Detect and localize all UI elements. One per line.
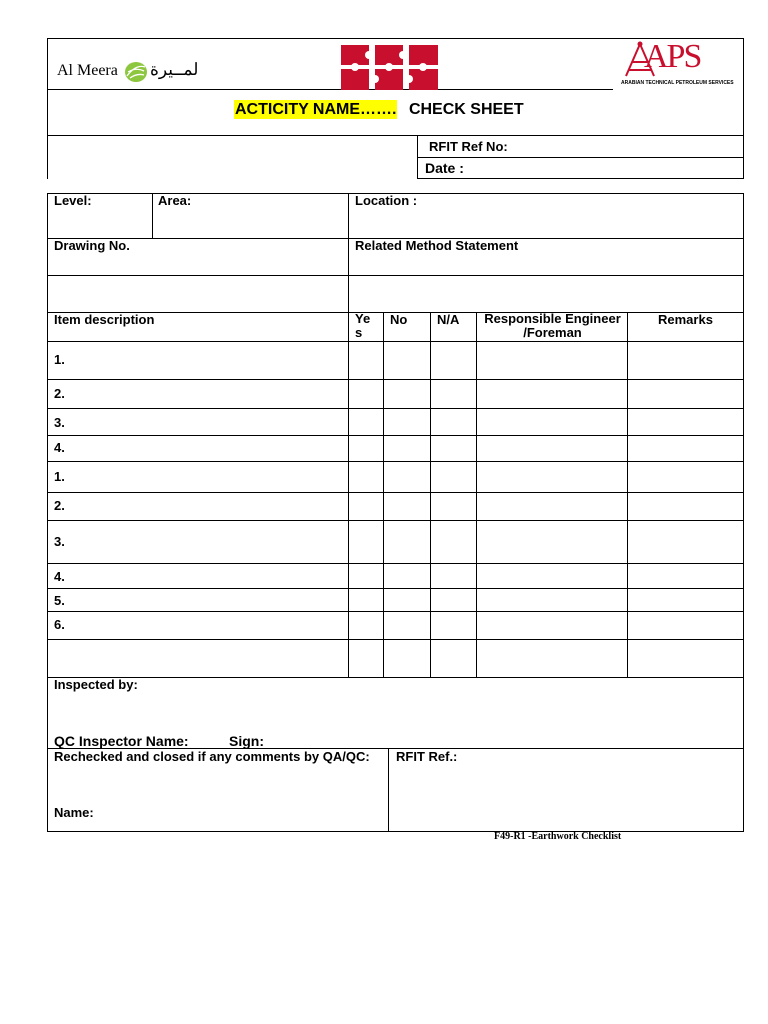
- check-sheet-title: CHECK SHEET: [408, 101, 524, 118]
- row-label: 6.: [54, 617, 65, 632]
- rfit-ref-label: RFIT Ref.:: [396, 749, 458, 764]
- almeera-logo: [57, 60, 207, 86]
- inspected-by-label: Inspected by:: [54, 677, 138, 692]
- header-na: N/A: [437, 312, 460, 327]
- aps-subtitle: ARABIAN TECHNICAL PETROLEUM SERVICES: [621, 80, 734, 86]
- header-eng-line2: /Foreman: [523, 325, 582, 340]
- rfit-ref-no-label: RFIT Ref No:: [429, 139, 508, 154]
- aps-logo-text: APS: [644, 38, 701, 75]
- row-label: 4.: [54, 440, 65, 455]
- area-label: Area:: [158, 193, 192, 208]
- name-label: Name:: [54, 805, 94, 820]
- row-label: 3.: [54, 534, 65, 549]
- aps-logo: [618, 38, 734, 88]
- method-statement-label: Related Method Statement: [355, 238, 519, 253]
- row-label: 2.: [54, 498, 65, 513]
- almeera-leaf-icon: [124, 61, 148, 83]
- header-no: No: [390, 312, 408, 327]
- checklist-table: [47, 193, 744, 678]
- page-title: [234, 101, 524, 125]
- almeera-logo-text: Al Meera: [57, 62, 118, 79]
- row-label: 4.: [54, 569, 65, 584]
- header-yes-line2: s: [355, 325, 363, 340]
- row-label: 5.: [54, 593, 65, 608]
- level-label: Level:: [54, 193, 92, 208]
- header-yes: [355, 312, 370, 340]
- header-eng-line1: Responsible Engineer: [484, 311, 621, 326]
- row-label: 2.: [54, 386, 65, 401]
- date-label: Date :: [425, 160, 464, 176]
- header-item-description: Item description: [54, 312, 155, 327]
- row-label: 1.: [54, 352, 65, 367]
- almeera-arabic-text: لمــيرة: [150, 60, 199, 79]
- rechecked-label: Rechecked and closed if any comments by QA/QC:: [54, 749, 370, 764]
- qc-inspector-label: QC Inspector Name:: [54, 733, 189, 749]
- activity-name: ACTICITY NAME…….: [235, 101, 397, 118]
- row-label: 3.: [54, 415, 65, 430]
- header-yes-line1: Ye: [355, 311, 371, 326]
- drawing-no-label: Drawing No.: [54, 238, 130, 253]
- sign-label: Sign:: [229, 733, 264, 749]
- header-responsible-engineer: [477, 312, 628, 340]
- document-code: F49-R1 -Earthwork Checklist: [494, 831, 622, 842]
- company-logo-icon: [341, 45, 438, 90]
- location-label: Location :: [355, 193, 418, 208]
- header-remarks: Remarks: [658, 312, 713, 327]
- row-label: 1.: [54, 469, 65, 484]
